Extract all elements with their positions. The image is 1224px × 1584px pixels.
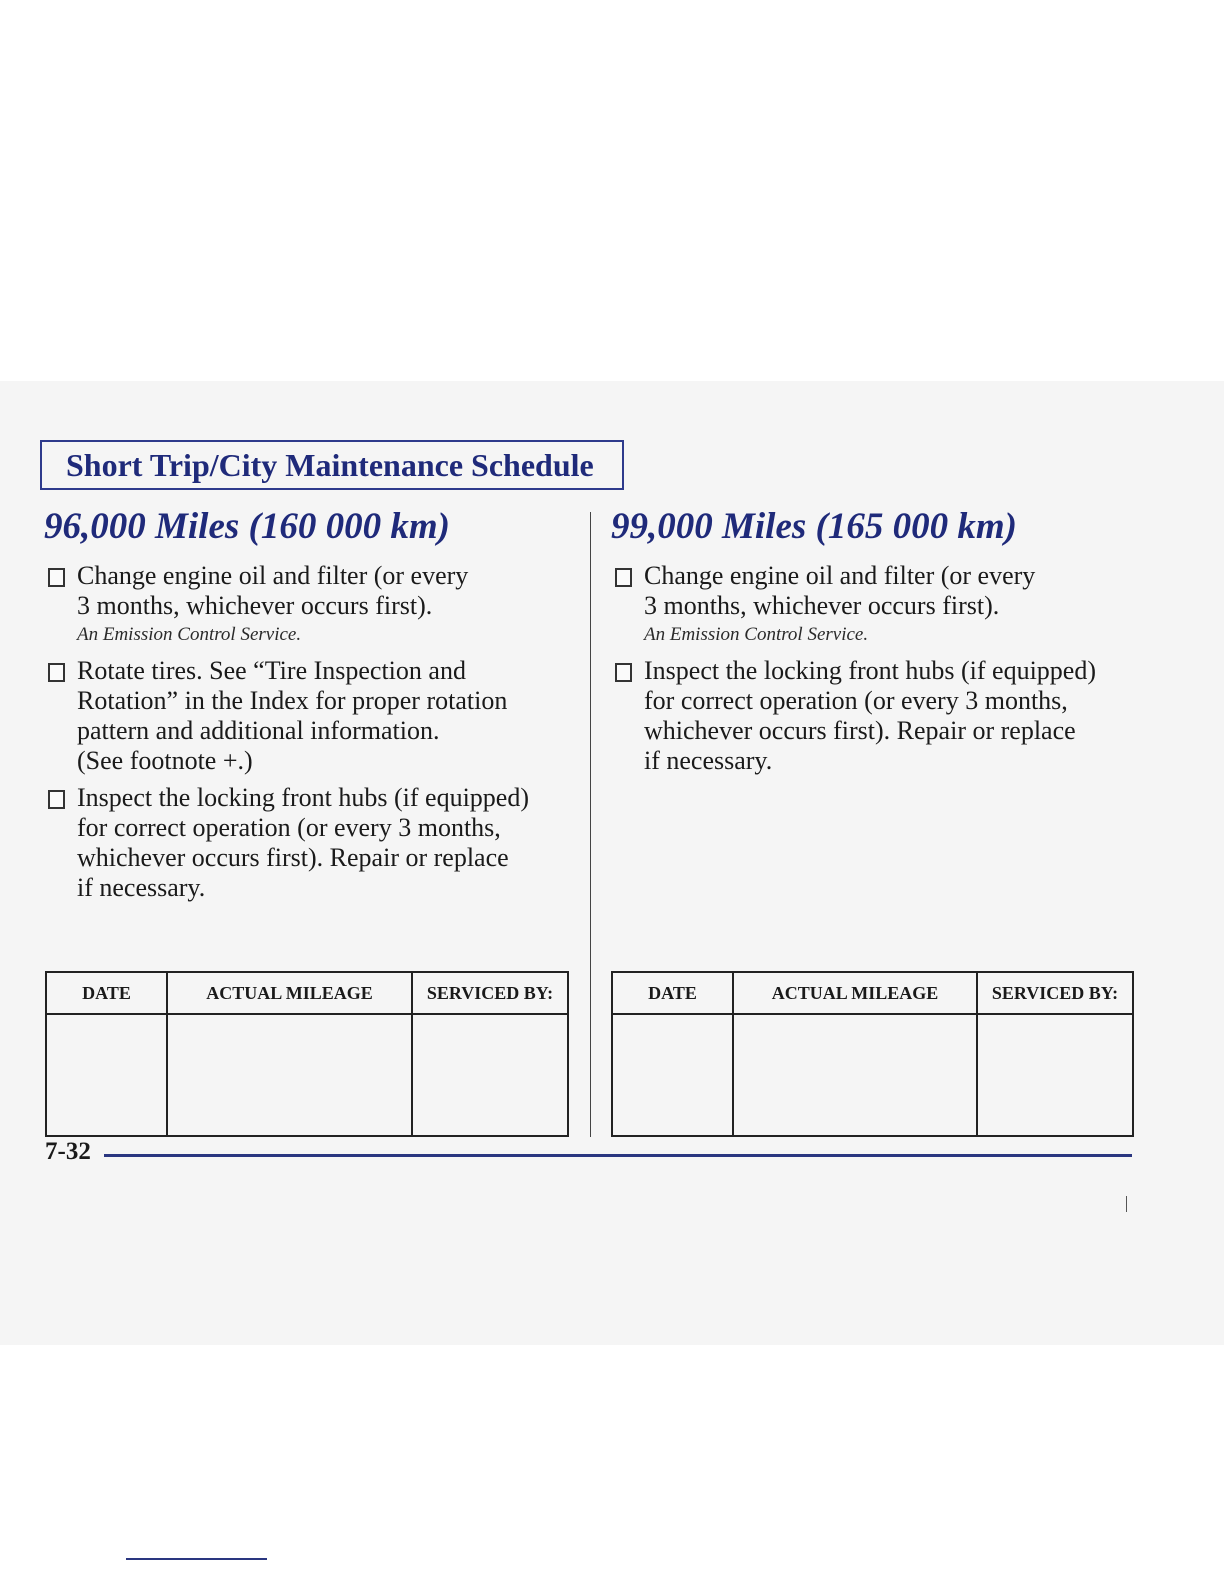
left-service-log-table — [45, 971, 569, 1137]
item-text: Inspect the locking front hubs (if equipped) — [644, 656, 1096, 685]
checkbox[interactable] — [615, 568, 632, 587]
page-number: 7-32 — [45, 1138, 91, 1165]
left-item-oil — [44, 561, 574, 649]
item-text: Rotation” in the Index for proper rotation — [77, 686, 508, 715]
right-item-hubs — [611, 656, 1141, 776]
checkbox[interactable] — [615, 663, 632, 682]
left-column — [44, 505, 574, 910]
date-cell[interactable] — [46, 1014, 167, 1136]
mileage-header: ACTUAL MILEAGE — [733, 972, 977, 1014]
date-header: DATE — [612, 972, 733, 1014]
mileage-header: ACTUAL MILEAGE — [167, 972, 412, 1014]
item-text: (See footnote +.) — [77, 746, 253, 775]
item-text: Change engine oil and filter (or every — [644, 561, 1036, 590]
item-text: Rotate tires. See “Tire Inspection and — [77, 656, 466, 685]
item-text: Inspect the locking front hubs (if equipped) — [77, 783, 529, 812]
item-text: whichever occurs first). Repair or replace — [644, 716, 1076, 745]
item-note: An Emission Control Service. — [77, 624, 302, 645]
right-mileage-heading: 99,000 Miles (165 000 km) — [611, 506, 1017, 547]
item-text: 3 months, whichever occurs first). — [77, 591, 433, 620]
date-header: DATE — [46, 972, 167, 1014]
item-text: if necessary. — [77, 873, 206, 902]
mileage-cell[interactable] — [167, 1014, 412, 1136]
left-item-tires — [44, 656, 574, 776]
left-item-hubs — [44, 783, 574, 903]
left-mileage-heading: 96,000 Miles (160 000 km) — [44, 506, 450, 547]
checkbox[interactable] — [48, 663, 65, 682]
serviced-by-header: SERVICED BY: — [977, 972, 1133, 1014]
item-text: pattern and additional information. — [77, 716, 440, 745]
item-text: for correct operation (or every 3 months, — [77, 813, 501, 842]
footer-rule — [104, 1154, 1132, 1157]
serviced-by-cell[interactable] — [412, 1014, 568, 1136]
right-item-oil — [611, 561, 1141, 649]
checkbox[interactable] — [48, 568, 65, 587]
section-title: Short Trip/City Maintenance Schedule — [40, 440, 624, 490]
serviced-by-cell[interactable] — [977, 1014, 1133, 1136]
item-text: whichever occurs first). Repair or replace — [77, 843, 509, 872]
item-text: Change engine oil and filter (or every — [77, 561, 469, 590]
right-service-log-table — [611, 971, 1134, 1137]
checkbox[interactable] — [48, 790, 65, 809]
serviced-by-header: SERVICED BY: — [412, 972, 568, 1014]
date-cell[interactable] — [612, 1014, 733, 1136]
item-text: 3 months, whichever occurs first). — [644, 591, 1000, 620]
right-column — [611, 505, 1141, 783]
item-note: An Emission Control Service. — [644, 624, 869, 645]
column-divider — [590, 512, 591, 1137]
bottom-rule — [126, 1558, 267, 1560]
item-text: if necessary. — [644, 746, 773, 775]
item-text: for correct operation (or every 3 months, — [644, 686, 1068, 715]
mileage-cell[interactable] — [733, 1014, 977, 1136]
margin-tick — [1126, 1196, 1127, 1212]
